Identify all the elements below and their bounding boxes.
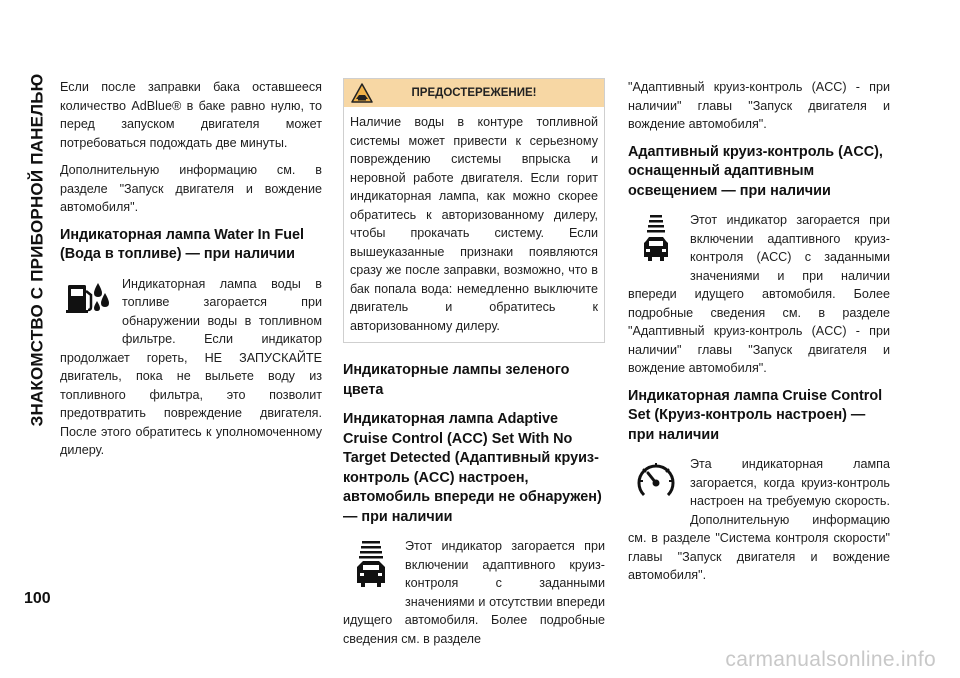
heading-cruise-control-set: Индикаторная лампа Cruise Control Set (Круиз-контроль настроен) — при наличии bbox=[628, 387, 883, 443]
heading-water-in-fuel: Индикаторная лампа Water In Fuel (Вода в топливе) — при наличии bbox=[60, 226, 305, 262]
heading-acc-no-target: Индикаторная лампа Adaptive Cruise Control (ACC) Set With No Target Detected (Адаптивный круиз-контроль (ACC) настроен, автомобиль впереди не обнаружен) — при наличии bbox=[343, 411, 602, 525]
acc-no-target-section bbox=[343, 537, 605, 648]
acc-no-target-icon bbox=[343, 539, 399, 605]
water-in-fuel-icon bbox=[60, 277, 116, 343]
paragraph-more-info: Дополнительную информацию см. в разделе "Запуск двигателя и вождение автомобиля". bbox=[60, 163, 322, 214]
acc-target-detected-icon bbox=[628, 213, 684, 279]
acc-target-section bbox=[628, 211, 890, 378]
warning-triangle-icon bbox=[351, 83, 373, 109]
warning-text: Наличие воды в контуре топливной системы может привести к серьезному повреждению системы впрыска и неровной работе двигателя. Если горит индикаторная лампа, как можно скорее обратитесь к авторизованному дилеру, чтобы прокачать систему. Если вышеуказанные признаки появляются сразу же после заправки, возможно, что в бак попала вода: немедленно выключите двигатель и обратитесь к авторизованному дилеру. bbox=[350, 115, 598, 333]
column-1 bbox=[60, 78, 322, 469]
warning-box bbox=[343, 78, 605, 343]
acc-no-target-text: Этот индикатор загорается при включении адаптивного круиз-контроля с заданными значениями и отсутствии впереди идущего автомобиля. Более подробные сведения см. в разделе bbox=[343, 539, 605, 646]
cruise-control-section bbox=[628, 455, 890, 585]
warning-header bbox=[344, 79, 604, 107]
acc-target-text: Этот индикатор загорается при включении адаптивного круиз-контроля (ACC) с заданными значениями и при наличии впереди идущего автомобиля. Более подробные сведения см. в разделе "Адаптивный круиз-контроль (ACC) - при наличии" главы "Запуск двигателя и вождение автомобиля". bbox=[628, 213, 890, 375]
column-2 bbox=[343, 78, 605, 657]
section-title: ЗНАКОМСТВО С ПРИБОРНОЙ ПАНЕЛЬЮ bbox=[27, 73, 47, 427]
warning-title: ПРЕДОСТЕРЕЖЕНИЕ! bbox=[411, 86, 537, 99]
page-number: 100 bbox=[24, 590, 51, 607]
cruise-control-text: Эта индикаторная лампа загорается, когда круиз-контроль настроен на требуемую скорость. Дополнительную информацию см. в разделе "Система контроля скорости" главы "Запуск двигателя и вождение автомобиля". bbox=[628, 457, 890, 582]
heading-acc-adaptive-lighting: Адаптивный круиз-контроль (ACC), оснащенный адаптивным освещением — при наличии bbox=[628, 143, 883, 199]
speedometer-icon bbox=[628, 457, 684, 523]
water-in-fuel-text: Индикаторная лампа воды в топливе загорается при обнаружении воды в топливном фильтре. Если индикатор продолжает гореть, НЕ ЗАПУСКАЙТЕ двигатель, пока не выльете воду из топливного фильтра, это позволит предотвратить повреждение двигателя. После этого обратитесь к уполномоченному дилеру. bbox=[60, 276, 322, 457]
paragraph-acc-reference: "Адаптивный круиз-контроль (ACC) - при наличии" главы "Запуск двигателя и вождение автомобиля". bbox=[628, 80, 890, 131]
column-3 bbox=[628, 78, 890, 594]
heading-green-indicators: Индикаторные лампы зеленого цвета bbox=[343, 362, 570, 398]
water-in-fuel-section bbox=[60, 275, 322, 460]
watermark: carmanualsonline.info bbox=[725, 648, 936, 671]
paragraph-adblue: Если после заправки бака оставшееся количество AdBlue® в баке равно нулю, то перед запуском двигателя может потребоваться подождать две минуты. bbox=[60, 80, 322, 150]
section-side-tab bbox=[22, 60, 52, 440]
